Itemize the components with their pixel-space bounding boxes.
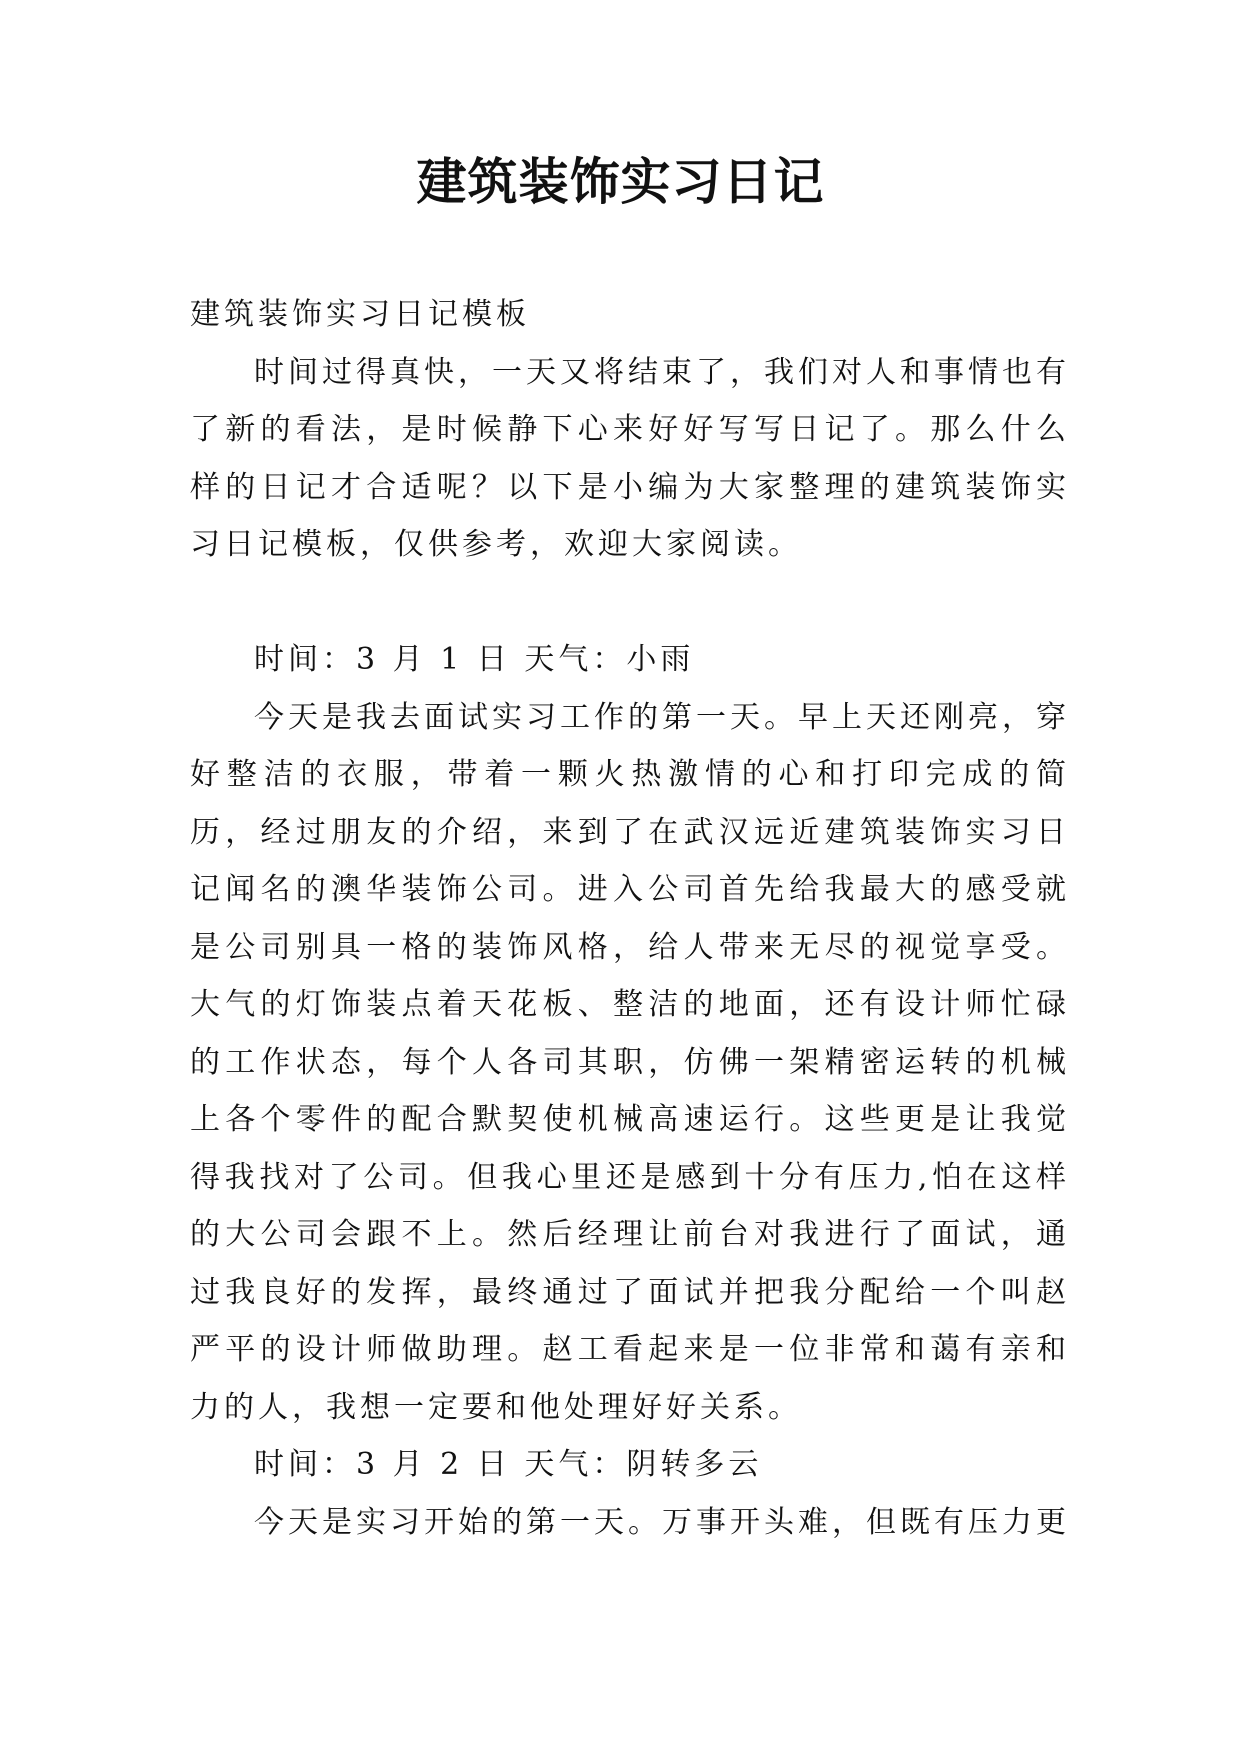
document-body — [190, 286, 1070, 1551]
entry-heading-2: 时间：3 月 2 日 天气：阴转多云 — [254, 1447, 763, 1482]
entry-paragraph-1: 今天是我去面试实习工作的第一天。早上天还刚亮，穿好整洁的衣服，带着一颗火热激情的心和打印完成的简历，经过朋友的介绍，来到了在武汉远近建筑装饰实习日记闻名的澳华装饰公司。进入公司首先给我最大的感受就是公司别具一格的装饰风格，给人带来无尽的视觉享受。大气的灯饰装点着天花板、整洁的地面，还有设计师忙碌的工作状态，每个人各司其职，仿佛一架精密运转的机械上各个零件的配合默契使机械高速运行。这些更是让我觉得我找对了公司。但我心里还是感到十分有压力,怕在这样的大公司会跟不上。然后经理让前台对我进行了面试，通过我良好的发挥，最终通过了面试并把我分配给一个叫赵严平的设计师做助理。赵工看起来是一位非常和蔼有亲和力的人，我想一定要和他处理好好关系。 — [190, 699, 1070, 1425]
entry-heading-1: 时间：3 月 1 日 天气：小雨 — [254, 642, 695, 677]
document-subtitle: 建筑装饰实习日记模板 — [190, 297, 530, 332]
intro-paragraph: 时间过得真快，一天又将结束了，我们对人和事情也有了新的看法，是时候静下心来好好写写日记了。那么什么样的日记才合适呢？以下是小编为大家整理的建筑装饰实习日记模板，仅供参考，欢迎大家阅读。 — [190, 354, 1070, 562]
paragraph-spacer — [190, 574, 1070, 632]
entry-paragraph-2: 今天是实习开始的第一天。万事开头难，但既有压力更 — [254, 1504, 1070, 1540]
page-title: 建筑装饰实习日记 — [416, 152, 825, 211]
